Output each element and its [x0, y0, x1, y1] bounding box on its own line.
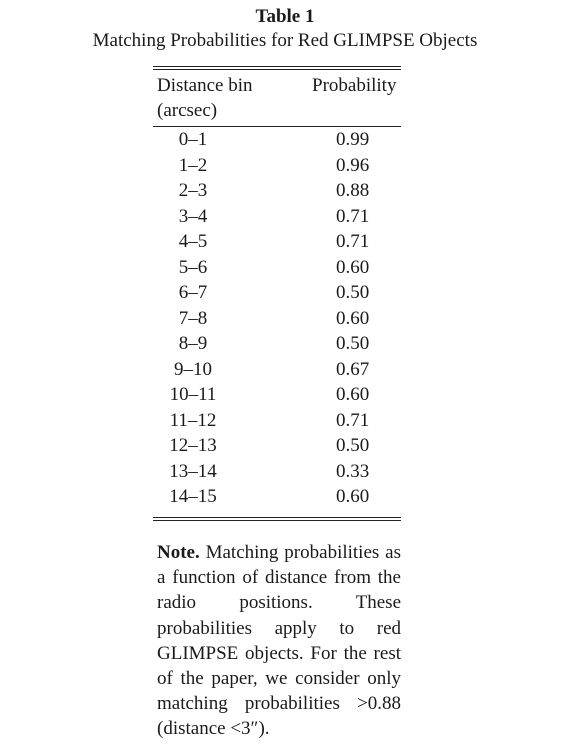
distance-bin-cell: 4–5	[178, 231, 208, 252]
distance-bin-cell: 0–1	[178, 129, 208, 150]
probability-cell: 0.67	[336, 358, 370, 380]
note-text: Matching probabilities as a function of distance from the radio positions. These probabilities apply to red GLIMPSE objects. For the rest of the paper, we consider only matching probabilities >0.88 (distance <3″).	[157, 542, 401, 740]
distance-bin-cell: 1–2	[178, 154, 208, 176]
table-row	[153, 129, 401, 155]
bottom-rule-2	[153, 520, 401, 521]
header-distance: Distance bin	[157, 75, 253, 96]
table-row	[153, 282, 401, 308]
probability-cell: 0.99	[336, 129, 370, 150]
probability-cell: 0.50	[336, 282, 370, 303]
top-rule	[153, 66, 401, 67]
note-label: Note.	[157, 542, 200, 563]
table-caption: Matching Probabilities for Red GLIMPSE Objects	[92, 30, 478, 51]
probability-cell: 0.71	[336, 205, 370, 227]
distance-bin-cell: 7–8	[178, 307, 208, 329]
table-row	[153, 231, 401, 257]
top-rule-2	[153, 69, 401, 70]
table-row	[153, 155, 401, 181]
distance-bin-cell: 8–9	[178, 333, 208, 354]
header-rule	[153, 126, 401, 127]
probability-cell: 0.96	[336, 154, 370, 176]
header-distance-unit: (arcsec)	[157, 100, 218, 121]
bottom-rule	[153, 517, 401, 518]
probability-cell: 0.50	[336, 333, 370, 354]
table-row	[153, 333, 401, 359]
table-row	[153, 461, 401, 487]
table-row	[153, 359, 401, 385]
distance-bin-cell: 12–13	[169, 435, 217, 456]
probability-cell: 0.60	[336, 307, 370, 329]
probability-cell: 0.71	[336, 231, 370, 252]
distance-bin-cell: 6–7	[178, 282, 208, 303]
table-note	[157, 540, 401, 742]
table-row	[153, 308, 401, 334]
table-row	[153, 206, 401, 232]
header-probability: Probability	[312, 75, 397, 96]
probability-cell: 0.60	[336, 486, 370, 507]
probability-cell: 0.33	[336, 460, 370, 482]
distance-bin-cell: 10–11	[169, 384, 217, 405]
table-row	[153, 486, 401, 512]
table-row	[153, 435, 401, 461]
table-body	[153, 129, 401, 512]
probability-cell: 0.88	[336, 180, 370, 201]
probability-cell: 0.71	[336, 409, 370, 431]
distance-bin-cell: 5–6	[178, 256, 208, 278]
distance-bin-cell: 3–4	[178, 205, 208, 227]
table-label: Table 1	[255, 6, 315, 27]
distance-bin-cell: 14–15	[169, 486, 217, 507]
probability-cell: 0.60	[336, 256, 370, 278]
distance-bin-cell: 2–3	[178, 180, 208, 201]
table-row	[153, 180, 401, 206]
probability-cell: 0.60	[336, 384, 370, 405]
distance-bin-cell: 13–14	[169, 460, 217, 482]
table-row	[153, 410, 401, 436]
table-row	[153, 384, 401, 410]
table-row	[153, 257, 401, 283]
distance-bin-cell: 9–10	[174, 358, 212, 380]
probability-cell: 0.50	[336, 435, 370, 456]
distance-bin-cell: 11–12	[169, 409, 217, 431]
